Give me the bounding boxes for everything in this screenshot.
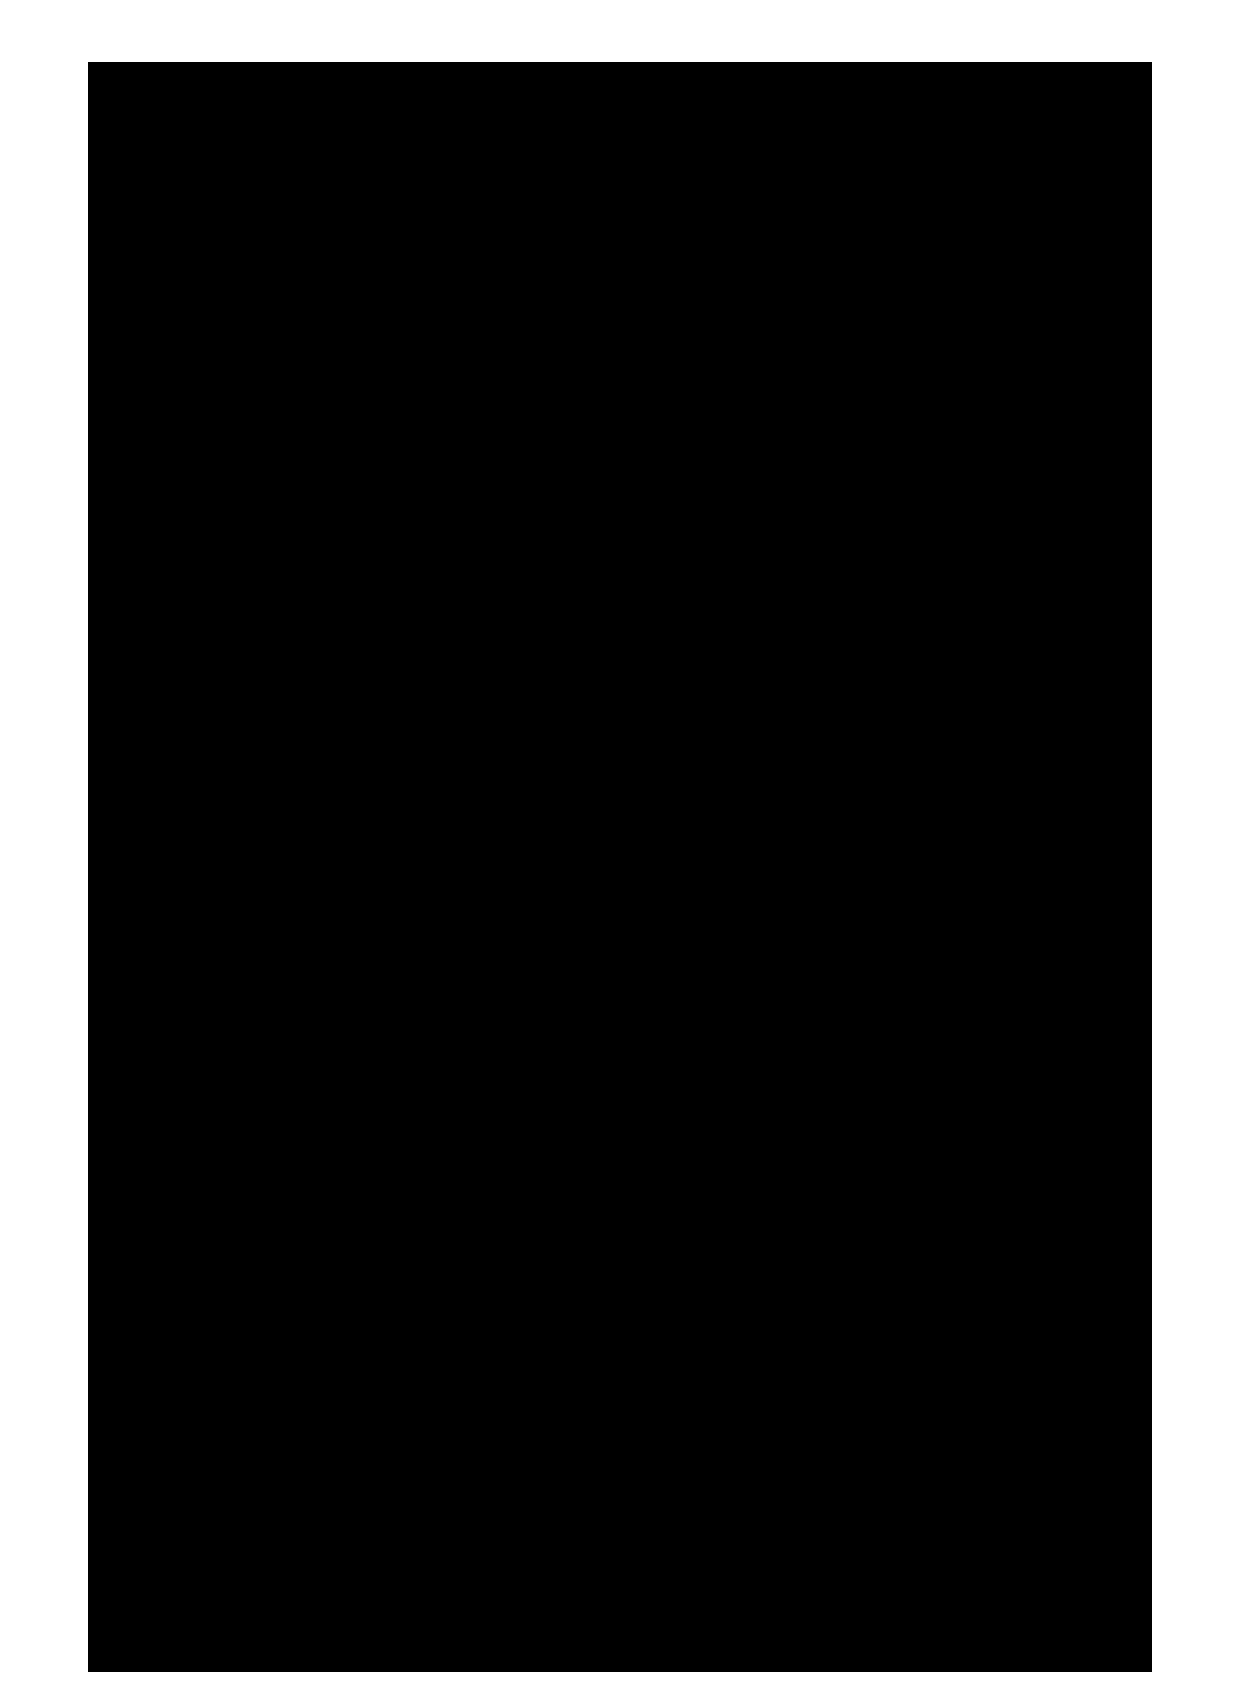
document-code: 【文献标识码】A: [440, 1195, 554, 1212]
article-title: 皮肤再生疗法治疗小面积深度摩托车排气管烫伤创面: [206, 988, 1034, 1028]
paragraph: 本组共23例，男22例，女1例，年龄16岁～35岁。烧伤面积为3×2cm至5×3cm大小，就诊时受伤时间为1～3天，深度均为Ⅱ度到Ⅲ度。烧伤部位：小腿19例，肩部1例，上臂1例。入院时创面肿胀，表面覆有坏死组织，其中3例创面红肿明显，局部疼痛剧烈。: [90, 1333, 574, 1429]
clc-number: 【中图分类号】R644: [116, 1195, 261, 1212]
section-heading: 1.临床资料: [90, 1307, 168, 1326]
section-heading: 3.结果: [594, 1310, 641, 1329]
section-tag: 论 著: [94, 66, 294, 98]
paragraph: 2.3 采用软件助力，充分促进内部审计人员专业技能的提升: [624, 148, 1024, 167]
citation-marker: [1]: [1032, 1286, 1046, 1297]
authors: 刘赤峰 周杰 鞠海滨: [506, 1039, 734, 1059]
keywords: 【关键词】皮肤再生疗法；MEBO；摩托车排气管烫伤: [117, 1149, 477, 1166]
paragraph: 该组病人无需静脉补液抗感染，就诊后即予以清创，对痂皮附着的创面，先用MEBO将痂皮软化，然后用剪刀将坏死物质: [90, 1461, 574, 1505]
paragraph: 为推动医院内部审计信息化的进程，首要任务便是采取科学合适的方式，加强医院领导及管理人员对内部审计信息化的重视，并深切体会到审计监督不仅可对医院经济的安全进行有效维护，而且还可揭示、预防并抵御各项经济活动中存在的风险[4]。因此，医院在开展信息化建设过程中，需做好以下工作：(1)在经营管理中纳入内部审计这一工作项目，并与医院的财务、实物管理及业务流程等密切联系起来；(2)对内部审计拥有医院所有信息系统的查询权进行明确授权；(3)做好人员的配备工作，确保担任内部审计工作的人员具有良好的审计及计算机能力。而对于医院内部审计工作人员而言，则需充分理解审计信息化在促进医院发展中的作用，并产生紧迫感，积极学习审计方面的知识，锻炼自身的计算机应用能力。: [90, 202, 574, 480]
reference-item: [2] 吴光清, 陈航. 医院内部审计信息化存在的问题与对策[J]. 中国内部审计, 2012, 11(03):66-67.: [594, 704, 1150, 747]
section-rule: [206, 934, 1152, 936]
affiliation: （江苏省苏北人民医院烧伤整形科 江苏扬州 225001）: [368, 1065, 872, 1084]
section-heading: 2.治疗方法: [90, 1435, 168, 1454]
paragraph: 清除，创面外用MEBO，厚度为1.0～1.5mm，每日一次，每次换药前，尽可能清除创面上原有的药物、液化物和坏死组织，创面治疗时，严格按照“早期用药、全程用药、规范创面换药技术、三个及时、三不原则”的处理原则[1]。: [594, 1231, 1150, 1304]
page-header: [88, 62, 1152, 98]
section-heading: 2.加强医院内部设计信息化的有效对策: [90, 151, 353, 170]
paragraph: 操作简便且实用。: [594, 123, 718, 141]
reference-item: [3] 石玮, 李龙. 对医院内部审计信息化建设的思考[J]. 企业家天地, 2011, 15(03):112-113.: [594, 755, 1150, 798]
classification-row: [88, 1192, 1152, 1216]
header-rule: [88, 98, 1152, 100]
references-title: 【参考文献】: [594, 628, 681, 644]
reference-item: [5] 郭文梅, 布和朝鲁. 医院内部审计信息化的发展现状与趋势[J]. 中国医药科学, 2014, 4(03):173-175.: [594, 858, 1150, 900]
paragraph: 复合型人才，进而对医院内部审计信息化造成了严重的制约[3]。: [90, 126, 519, 145]
article2-right-column: [594, 1228, 1150, 1516]
abstract-text: 【摘要】目的：观察皮肤再生疗法治疗小面积摩托车排气管烫伤创面的疗效。方法：对于23例小面积深摩托车排气管烫伤创面，应用皮肤再生疗法治疗。结果：23例病人均能有效止痛、防止感染，创面于8～25天内愈合。结论：皮肤再生疗法治疗小面积摩托车排气管烫伤创面，能促进创面早期愈合，达到理想的效果。: [88, 1101, 1152, 1142]
section-heading: 4.讨论: [594, 1413, 641, 1432]
section-tag-clinical: 临床研究: [94, 920, 206, 954]
article1-left-column: [90, 120, 574, 820]
paragraph: 4.1 在我国，摩托车是主要的交通工具之一。随着摩托车数量的增加，由摩托车引发的交通事故也不断增加，摩托车排气管所致的烫伤不断增多[2]。摩托车排气管烫伤创面多位于小: [594, 1438, 1150, 1512]
paragraph: 综上所述，现阶段，我国大多数医院的内部审计信息化建设处于起步阶段，在实际工作过程中，内部审计人员依旧采取传统的手工方式，阻碍了内部审计信息化发展。在此种形势下，医院就应加强对内部审计信息化的重视，加大对专用内部审计软件的开发力度，重视内部审计人员的技能培训，从而确保内部审计发挥出真正的作用，在推动审计信息化的基础上，为医院实现更好的发展提供充分保障。: [594, 378, 1150, 500]
abstract: [88, 1098, 1152, 1170]
page-number: 20: [88, 1638, 119, 1664]
references: [594, 624, 1150, 906]
paragraph: 2.1 加强对内部审计信息化的重视，为其创设良好的环境: [120, 177, 505, 196]
article1-right-column: [594, 120, 1150, 504]
article-number: 【文章编号】1007-8231（2016）32-0020-02: [809, 1195, 1148, 1212]
paragraph: 在研发专用内部审计软件过程中，医院应严格遵循总体统筹规划、顶层设计的原则。有的医院在开展信息化工作时，花费了不少的精力和财力，但依然没有将问题很好地解决，究其原因，主要是软件规划的制定人员未能制定出与企业实际及发展需求相符的规划。基于此，医院应联合行业内部审计协会或相关卫生部门等进行统筹规划，从医疗行业的特殊性出发，邀请专家小组参与其中，对合适的审计模式进行收集与提炼，并将由审计署审批且通过了的软件作为基础，与软件开发公司进行合作，从而研发出适合自身需求的内部专用审计软件[4]。需要注意的时，在研发审计软件时，需将网络化及信息化的发展趋势充分考虑在内，并严格遵循财务会计制度及内部审计的相关准则。其次，为确保满足各审计项目的实际需求，设计的软件应具备良好的开放性；其三，要将推广的基础条件考虑在内，并确保软件的: [90, 513, 574, 816]
reference-item: [1] 苏娟. 内部审计信息化发展中存在的问题及解决对策[J]. 经济师, 2015, (03):275-276.: [594, 653, 1150, 696]
reference-item: [4] 程静. 内部审计信息化建设存在的问题和对策[J]. 时代金融, 2015, 16(06):222-223.: [594, 807, 1150, 849]
article2-left-column: [90, 1228, 574, 1510]
page: [88, 62, 1152, 1672]
journal-title: 心理医生2016年11月第22卷第32期: [302, 72, 648, 93]
paragraph: 23例病人应用皮肤再生疗法治疗后疼痛明显减轻，有感染者3～4天创缘红肿消退，5～6天后，坏死组织逐步液化、脱落，创面分泌物增多，1周后见肉芽生长明显，创缘上皮生长，创面逐步缩小，全部创面均于8～25天内愈合。: [594, 1336, 1150, 1406]
paragraph: 2.2 做好统筹规划工作，加大对专用内部审计软件的开发力度: [120, 487, 535, 506]
paragraph: 由于自身审计信息化尚处于较低的水平，因此，医院应加大计算机辅助的力度，借助审计软件，进一步推进审计信息化发展。首先，医院应对内部审计工作人员展开计算机方面的培训，使其对审计软甲的操作及使用有一个全面的掌握。其次，尽可能选择符合条件的审计人员，并对其展开有关审计专业知识的培训，如网络安全、软件编程、计算机内部控制等，充分促进其计算机辅助审计能力的提升。其三，医院可聘请外部专业的审计公司或人员来协助自身开展内部审计信息化建设工作。: [594, 174, 1150, 346]
citation-marker: [2]: [1044, 1468, 1057, 1479]
citation-marker: [3]: [490, 127, 503, 137]
citation-marker: [4]: [463, 696, 477, 707]
section-heading: 3.结语: [594, 353, 641, 372]
citation-marker: [4]: [341, 283, 355, 294]
paragraph: 近年来，随着拥有摩托车的人口增加，摩托车排气管烫伤已成为常见烫伤之一，我科2008—2009年应用皮肤再生疗法治疗23例小面积摩托车排气管烫伤的病人，取得良好的效果，现报告如下。: [90, 1231, 574, 1301]
